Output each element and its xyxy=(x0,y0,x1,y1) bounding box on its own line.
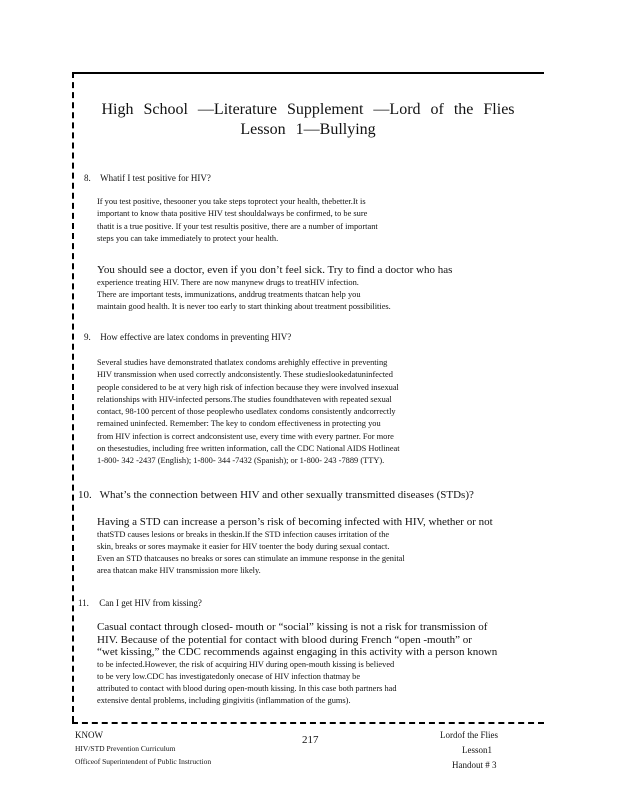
text-line: relationships with HIV-infected persons.The studies foundthateven with repeated sexual xyxy=(97,394,392,404)
text-line: skin, breaks or sores maymake it easier for HIV toenter the body during sexual contact. xyxy=(97,541,390,551)
page-title xyxy=(72,100,544,140)
left-margin-rule xyxy=(72,72,74,722)
footer-right-handout: Handout # 3 xyxy=(452,760,497,770)
title-line-2: Lesson 1—Bullying xyxy=(240,121,376,138)
text-line: Several studies have demonstrated thatlatex condoms arehighly effective in preventing xyxy=(97,358,388,367)
question-10 xyxy=(78,490,474,501)
text-line: from HIV infection is correct andconsistent use, every time with every partner. For more xyxy=(97,431,394,441)
question-text: How effective are latex condoms in preventing HIV? xyxy=(100,332,292,342)
footer-left-curriculum: HIV/STD Prevention Curriculum xyxy=(75,744,176,753)
text-line: to be infected.However, the risk of acquiring HIV during open-mouth kissing is believed xyxy=(97,659,395,669)
text-line: HIV transmission when used correctly andconsistently. These studieslookedatuninfected xyxy=(97,370,393,380)
text-line: Having a STD can increase a person’s risk of becoming infected with HIV, whether or not xyxy=(97,516,493,528)
answer-10-paragraph-1 xyxy=(97,516,527,578)
text-line: thatSTD causes lesions or breaks in theskin.If the STD infection causes irritation of the xyxy=(97,529,390,539)
text-line: people considered to be at very high risk of infection because they were involved insexual xyxy=(97,382,399,392)
text-line: You should see a doctor, even if you don’t feel sick. Try to find a doctor who has xyxy=(97,264,453,276)
text-line: Casual contact through closed- mouth or “social” kissing is not a risk for transmission of xyxy=(97,621,488,633)
text-line: on thesestudies, including free written information, call the CDC National AIDS Hotlineat xyxy=(97,444,400,454)
answer-8-paragraph-1 xyxy=(97,196,527,245)
text-line: to be very low.CDC has investigatedonly onecase of HIV infection thatmay be xyxy=(97,671,361,681)
question-8 xyxy=(84,173,211,184)
question-number: 9. xyxy=(84,332,91,342)
text-line: maintain good health. It is never too early to start thinking about treatment possibilities. xyxy=(97,302,391,312)
page-number: 217 xyxy=(302,734,319,746)
title-line-1: High School —Literature Supplement —Lord of the Flies xyxy=(101,101,515,118)
text-line: Even an STD thatcauses no breaks or sores can stimulate an immune response in the genital xyxy=(97,554,405,564)
question-11 xyxy=(78,598,202,609)
question-number: 11. xyxy=(78,598,89,608)
question-9 xyxy=(84,332,291,343)
text-line: There are important tests, immunizations, anddrug treatments thatcan help you xyxy=(97,289,361,299)
answer-11-paragraph-1 xyxy=(97,621,527,708)
text-line: experience treating HIV. There are now manynew drugs to treatHIV infection. xyxy=(97,277,359,287)
footer-left-office: Officeof Superintendent of Public Instruction xyxy=(75,757,212,766)
text-line: important to know thata positive HIV test shouldalways be confirmed, to be sure xyxy=(97,209,368,219)
footer-right-lesson: Lesson1 xyxy=(462,745,492,755)
text-line: steps you can take immediately to protect your health. xyxy=(97,233,279,243)
top-rule xyxy=(72,72,544,74)
answer-8-paragraph-2 xyxy=(97,264,527,313)
text-line: attributed to contact with blood during open-mouth kissing. In this case both partners had xyxy=(97,684,397,694)
text-line: contact, 98-100 percent of those peoplewho usedlatex condoms consistently andcorrectly xyxy=(97,407,396,417)
question-number: 10. xyxy=(78,489,92,501)
text-line: 1-800- 342 -2437 (English); 1-800- 344 -7432 (Spanish); or 1-800- 243 -7889 (TTY). xyxy=(97,456,385,466)
text-line: “wet kissing,” the CDC recommends against engaging in this activity with a person known xyxy=(97,646,498,658)
question-number: 8. xyxy=(84,173,91,183)
text-line: remained uninfected. Remember: The key to condom effectiveness in protecting you xyxy=(97,419,381,429)
footer-left-title: KNOW xyxy=(75,730,103,740)
answer-9-paragraph-1 xyxy=(97,357,527,468)
text-line: area thatcan make HIV transmission more likely. xyxy=(97,566,261,576)
question-text: Whatif I test positive for HIV? xyxy=(100,173,211,183)
question-text: What’s the connection between HIV and other sexually transmitted diseases (STDs)? xyxy=(99,489,474,501)
bottom-rule xyxy=(72,722,544,724)
footer-right-title: Lordof the Flies xyxy=(440,730,498,740)
text-line: extensive dental problems, including gingivitis (inflammation of the gums). xyxy=(97,696,351,706)
text-line: HIV. Because of the potential for contact with blood during French “open -mouth” or xyxy=(97,633,472,646)
text-line: thatit is a true positive. If your test resultis positive, there are a number of important xyxy=(97,221,378,231)
question-text: Can I get HIV from kissing? xyxy=(99,598,202,608)
text-line: If you test positive, thesooner you take steps toprotect your health, thebetter.It is xyxy=(97,197,366,206)
